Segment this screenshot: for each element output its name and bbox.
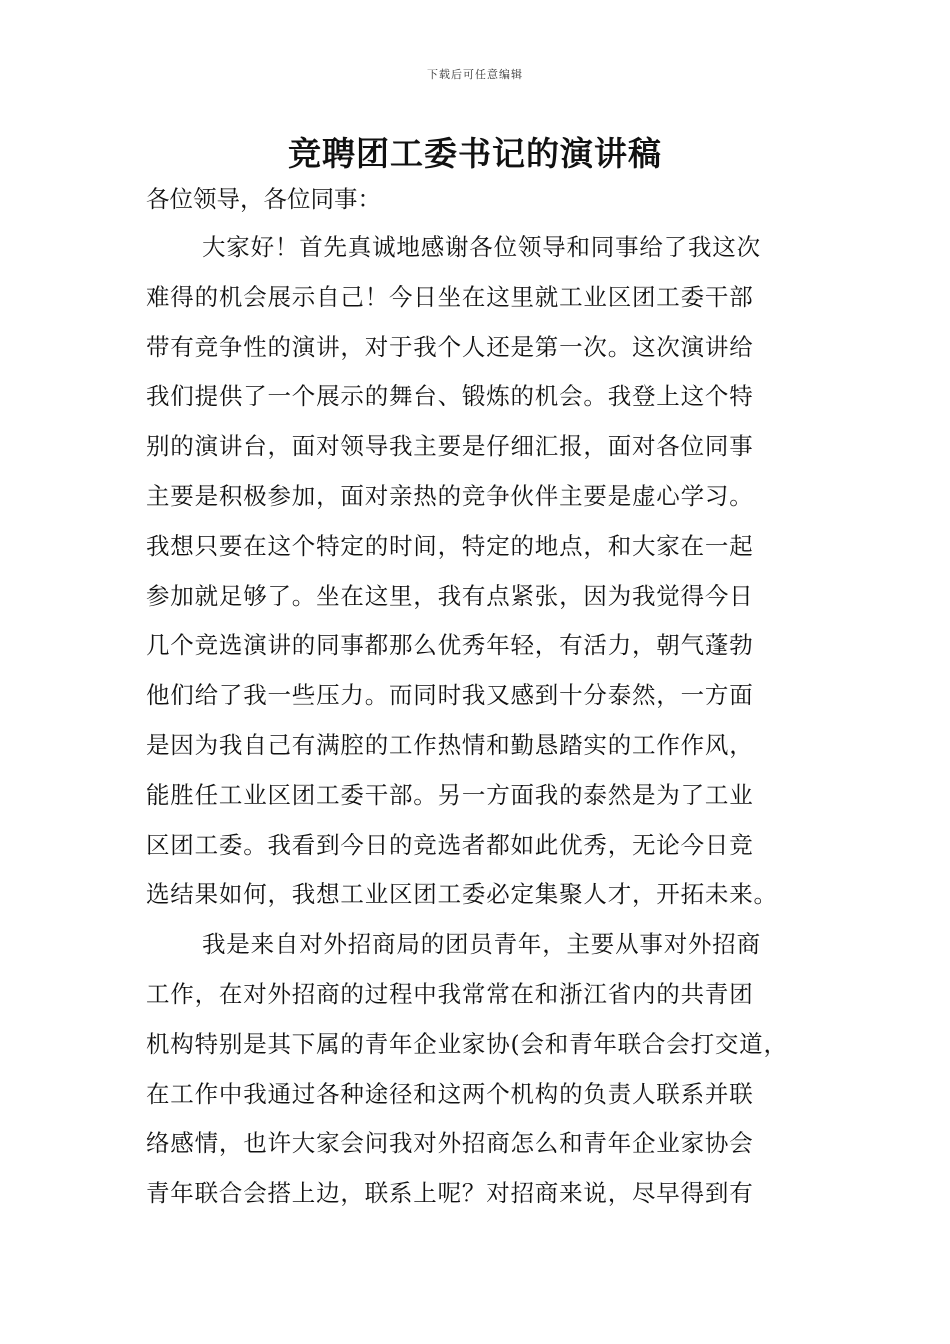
header-note: 下载后可任意编辑: [427, 68, 523, 81]
paragraph-line: 青年联合会搭上边，联系上呢？对招商来说，尽早得到有: [146, 1179, 754, 1208]
paragraph-line: 别的演讲台，面对领导我主要是仔细汇报，面对各位同事: [146, 432, 754, 461]
paragraph-line: 带有竞争性的演讲，对于我个人还是第一次。这次演讲给: [146, 332, 754, 361]
paragraph-line: 机构特别是其下属的青年企业家协(会和青年联合会打交道，: [146, 1029, 788, 1058]
paragraph-line: 参加就足够了。坐在这里，我有点紧张，因为我觉得今日: [146, 581, 754, 610]
paragraph-line: 主要是积极参加，面对亲热的竞争伙伴主要是虚心学习。: [146, 481, 754, 510]
paragraph-line: 络感情，也许大家会问我对外招商怎么和青年企业家协会: [146, 1129, 754, 1158]
paragraph-line: 我们提供了一个展示的舞台、锻炼的机会。我登上这个特: [146, 382, 754, 411]
paragraph-line: 几个竞选演讲的同事都那么优秀年轻，有活力，朝气蓬勃: [146, 631, 754, 660]
document-title: 竞聘团工委书记的演讲稿: [288, 134, 662, 173]
paragraph-line: 选结果如何，我想工业区团工委必定集聚人才，开拓未来。: [146, 880, 778, 909]
paragraph-line: 难得的机会展示自己！今日坐在这里就工业区团工委干部: [146, 282, 754, 311]
paragraph-line: 是因为我自己有满腔的工作热情和勤恳踏实的工作作风，: [146, 730, 754, 759]
speech-body: [146, 229, 836, 1225]
paragraph-line: 大家好！首先真诚地感谢各位领导和同事给了我这次: [202, 233, 761, 261]
paragraph-line: 他们给了我一些压力。而同时我又感到十分泰然，一方面: [146, 681, 754, 710]
paragraph-line: 能胜任工业区团工委干部。另一方面我的泰然是为了工业: [146, 780, 754, 809]
paragraph-line: 在工作中我通过各种途径和这两个机构的负责人联系并联: [146, 1079, 754, 1108]
paragraph-line: 我想只要在这个特定的时间，特定的地点，和大家在一起: [146, 531, 754, 560]
salutation: 各位领导，各位同事：: [146, 185, 381, 213]
paragraph-line: 我是来自对外招商局的团员青年，主要从事对外招商: [202, 930, 761, 959]
paragraph-line: 工作，在对外招商的过程中我常常在和浙江省内的共青团: [146, 979, 754, 1008]
paragraph-line: 区团工委。我看到今日的竞选者都如此优秀，无论今日竞: [146, 830, 754, 859]
